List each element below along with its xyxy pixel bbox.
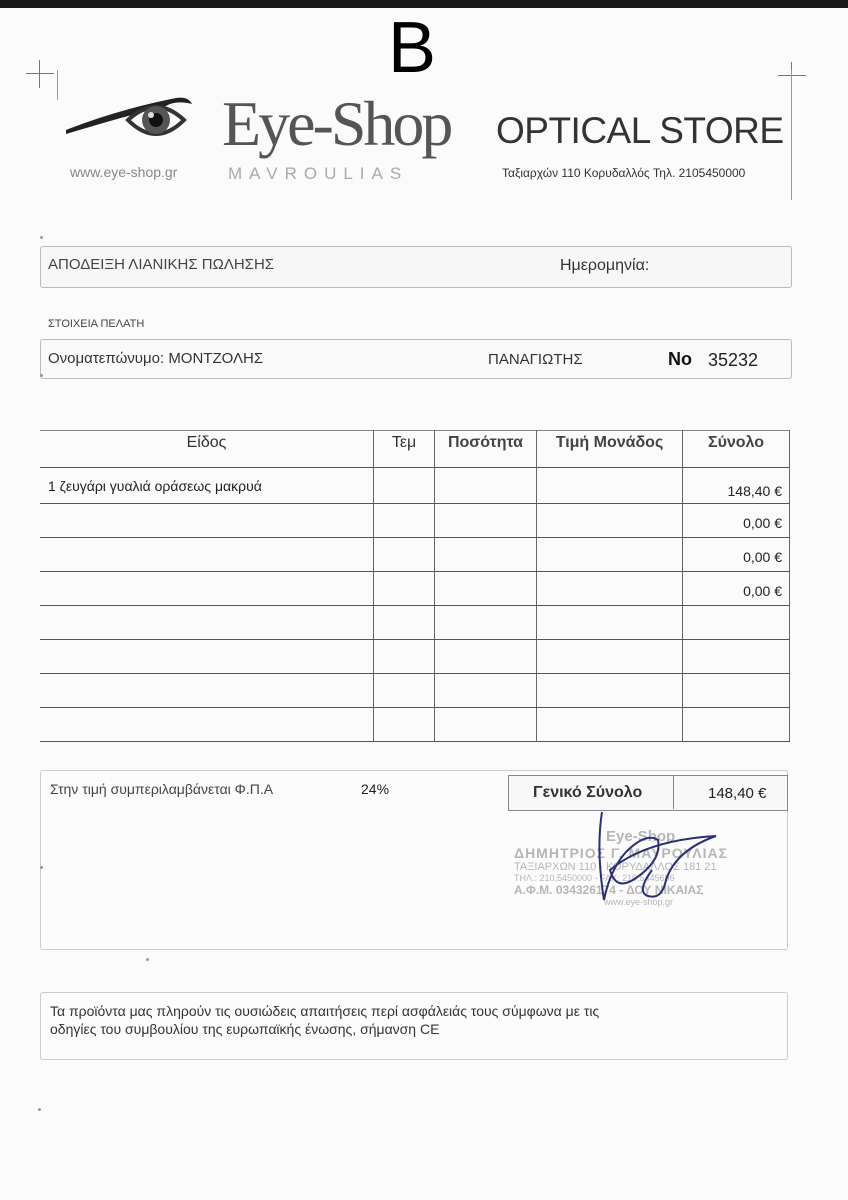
customer-name-field [48,350,263,367]
grand-total-label: Γενικό Σύνολο [533,784,643,801]
stamp-line: www.eye-shop.gr [604,897,674,907]
table-row [40,707,790,708]
customer-last-name: ΜΟΝΤΖΟΛΗΣ [168,350,264,367]
col-header-total: Σύνολο [707,434,765,451]
table-row [40,673,790,674]
crop-mark [778,62,806,90]
col-header-quantity: Ποσότητα [447,434,524,451]
row-total: 148,40 € [727,483,782,499]
table-row [40,639,790,640]
scan-top-border [0,0,848,8]
receipt-title: ΑΠΟΔΕΙΞΗ ΛΙΑΝΙΚΗΣ ΠΩΛΗΣΗΣ [48,256,275,273]
table-row [40,605,790,606]
row-total: 0,00 € [743,583,782,599]
website-text: www.eye-shop.gr [70,164,178,180]
date-label: Ημερομηνία: [560,257,650,274]
scan-speck [40,374,43,377]
col-divider [789,430,790,742]
stamp-line: ΔΗΜΗΤΡΙΟΣ Γ. ΜΑΥΡΟΥΛΙΑΣ [514,845,729,861]
scan-speck [38,1108,41,1111]
table-row [40,741,790,742]
vat-rate: 24% [361,781,390,797]
receipt-number: 35232 [708,350,759,370]
col-divider [373,430,374,742]
crop-mark [26,60,54,88]
receipt-number-label: No [668,349,692,369]
note-line: οδηγίες του συμβουλίου της ευρωπαϊκής ένωσης, σήμανση CE [50,1021,440,1037]
grand-total-value: 148,40 € [708,785,767,802]
stamp-line: ΤΗΛ.: 210.5450000 - FAX: 210.5445696 [514,873,675,883]
col-divider [536,430,537,742]
table-header-border [40,467,790,468]
table-row [40,503,790,504]
customer-first-name: ΠΑΝΑΓΙΩΤΗΣ [488,351,583,368]
table-top-border [40,430,790,431]
stamp-line: ΤΑΞΙΑΡΧΩΝ 110 - ΚΟΡΥΔΑΛΛΟΣ 181 21 [514,861,717,873]
note-line: Τα προϊόντα μας πληρούν τις ουσιώδεις απαιτήσεις περί ασφάλειάς τους σύμφωνα με τις [50,1003,600,1019]
store-address: Ταξιαρχών 110 Κορυδαλλός Τηλ. 2105450000 [502,166,746,180]
row-total: 0,00 € [743,549,782,565]
trim-line [791,70,792,200]
store-title: OPTICAL STORE [496,110,784,151]
col-divider [682,430,683,742]
table-row [40,537,790,538]
col-header-unit-price: Τιμή Μονάδος [555,434,664,451]
name-label: Ονοματεπώνυμο: [48,350,165,367]
scan-speck [40,236,43,239]
col-header-item: Είδος [186,434,227,451]
row-total: 0,00 € [743,515,782,531]
scan-speck [146,958,149,961]
brand-subtitle: MAVROULIAS [228,164,409,183]
stamp-line: Α.Φ.Μ. 034326174 - ΔΟΥ ΝΙΚΑΙΑΣ [514,883,704,897]
stamp-line: Eye-Shop [606,828,676,845]
col-header-pieces: Τεμ [391,434,417,451]
trim-line [57,70,58,100]
customer-section-label: ΣΤΟΙΧΕΙΑ ΠΕΛΑΤΗ [48,318,145,330]
table-row [40,571,790,572]
row-item: 1 ζευγάρι γυαλιά οράσεως μακρυά [48,478,262,494]
brand-name: Eye-Shop [222,88,451,159]
signature [566,800,766,910]
scan-speck [40,866,43,869]
page-letter: B [388,8,437,88]
vat-text: Στην τιμή συμπεριλαμβάνεται Φ.Π.Α [50,781,274,797]
col-divider [434,430,435,742]
compliance-note [50,1002,599,1038]
eye-logo-icon [66,90,196,150]
